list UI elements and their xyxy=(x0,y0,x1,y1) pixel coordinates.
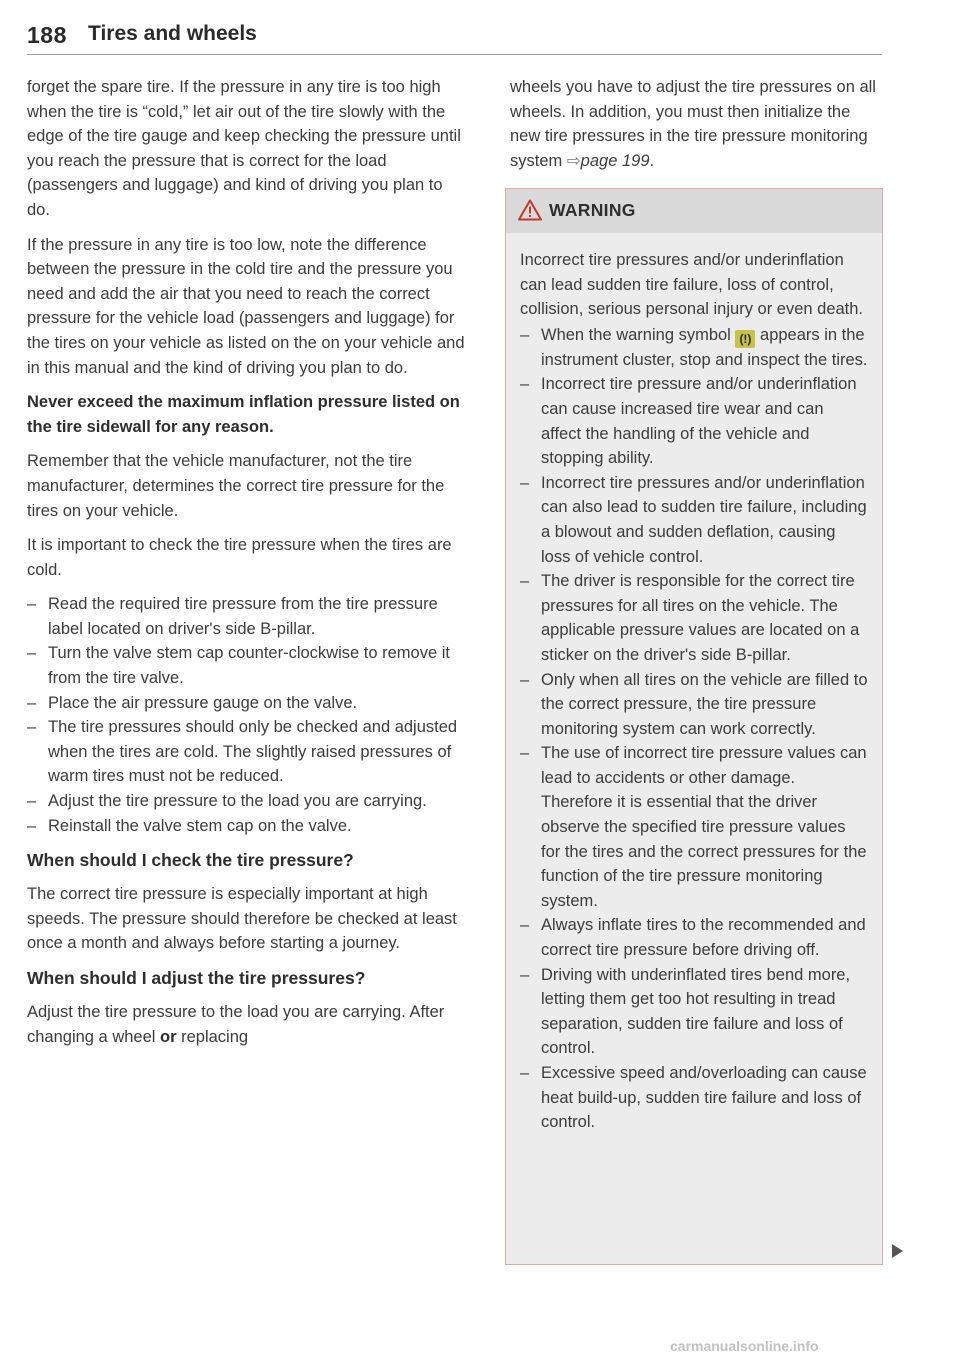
list-item: – Incorrect tire pressure and/or underinflation can cause increased tire wear and can affect the handling of the vehicle and stopping ability. xyxy=(520,372,868,470)
text-run: appears in the instrument cluster, stop and inspect the tires. xyxy=(541,325,868,369)
arrow-right-icon: ⇨ xyxy=(566,151,581,170)
warning-header xyxy=(506,189,882,233)
emphasis-paragraph: Never exceed the maximum inflation pressure listed on the tire sidewall for any reason. xyxy=(27,393,460,436)
list-item: – Place the air pressure gauge on the valve. xyxy=(27,691,467,716)
paragraph: The correct tire pressure is especially important at high speeds. The pressure should therefore be checked at least once a month and always before starting a journey. xyxy=(27,885,457,953)
list-item: – Turn the valve stem cap counter-clockwise to remove it from the tire valve. xyxy=(27,641,467,690)
text-run: When the warning symbol xyxy=(541,325,736,344)
text-run: Adjust the tire pressure to the load you are carrying. After changing a wheel xyxy=(27,1003,445,1046)
paragraph: forget the spare tire. If the pressure in any tire is too high when the tire is “cold,” let air out of the tire slowly with the edge of the tire gauge and keep checking the pressure until you reach the pressure that is correct for the load (passengers and luggage) and kind of driving you plan to do. xyxy=(27,78,461,219)
list-item: – The driver is responsible for the correct tire pressures for all tires on the vehicle. The applicable pressure values are located on a sticker on the driver's side B-pillar. xyxy=(520,569,868,667)
procedure-list xyxy=(27,592,467,838)
list-item: – Always inflate tires to the recommended and correct tire pressure before driving off. xyxy=(520,913,868,962)
tire-pressure-warning-icon: (!) xyxy=(735,330,755,348)
list-item: – Reinstall the valve stem cap on the valve. xyxy=(27,814,467,839)
warning-triangle-icon xyxy=(518,199,542,221)
warning-title: WARNING xyxy=(549,200,636,220)
list-item: – Excessive speed and/overloading can cause heat build-up, sudden tire failure and loss of control. xyxy=(520,1061,868,1135)
warning-body xyxy=(506,233,882,1264)
watermark: carmanualsonline.info xyxy=(670,1338,819,1354)
warning-box xyxy=(505,188,883,1265)
paragraph: It is important to check the tire pressure when the tires are cold. xyxy=(27,536,452,579)
text-run: . xyxy=(649,151,655,170)
paragraph xyxy=(27,1000,467,1049)
left-column xyxy=(27,75,467,1059)
text-run: replacing xyxy=(176,1027,249,1046)
text-run: wheels you have to adjust the tire pressures on all wheels. In addition, you must then initialize the new tire pressures in the tire pressure monitoring system xyxy=(510,78,876,170)
list-item: – Incorrect tire pressures and/or underinflation can also lead to sudden tire failure, including a blowout and sudden deflation, causing loss of vehicle control. xyxy=(520,471,868,569)
right-column xyxy=(510,75,882,183)
list-item: – The use of incorrect tire pressure values can lead to accidents or other damage. Therefore it is essential that the driver observe the specified tire pressure values for the tires and the correct pressures for the function of the tire pressure monitoring system. xyxy=(520,741,868,913)
bold-word: or xyxy=(160,1027,177,1046)
subheading-check: When should I check the tire pressure? xyxy=(27,850,354,871)
list-item xyxy=(520,323,868,373)
subheading-adjust: When should I adjust the tire pressures? xyxy=(27,968,366,988)
list-item: – Adjust the tire pressure to the load you are carrying. xyxy=(27,789,467,814)
section-title: Tires and wheels xyxy=(88,22,257,45)
list-item: – The tire pressures should only be checked and adjusted when the tires are cold. The slightly raised pressures of warm tires must not be reduced. xyxy=(27,715,467,789)
warning-list xyxy=(520,323,868,1135)
list-item: – Driving with underinflated tires bend more, letting them get too hot resulting in tread separation, sudden tire failure and loss of control. xyxy=(520,963,868,1061)
page-number: 188 xyxy=(27,22,67,48)
paragraph xyxy=(510,75,882,173)
paragraph: Remember that the vehicle manufacturer, not the tire manufacturer, determines the correct tire pressure for the tires on your vehicle. xyxy=(27,452,445,520)
list-item: – Only when all tires on the vehicle are filled to the correct pressure, the tire pressure monitoring system can work correctly. xyxy=(520,668,868,742)
warning-intro: Incorrect tire pressures and/or underinflation can lead sudden tire failure, loss of control, collision, serious personal injury or even death. xyxy=(520,251,864,319)
page-header xyxy=(27,14,882,55)
list-item: – Read the required tire pressure from the tire pressure label located on driver's side B-pillar. xyxy=(27,592,467,641)
continue-arrow-icon xyxy=(892,1244,903,1258)
page-reference-link[interactable]: page 199 xyxy=(580,151,650,170)
paragraph: If the pressure in any tire is too low, note the difference between the pressure in the cold tire and the pressure you need and add the air that you need to reach the correct pressure for the vehicle load (passengers and luggage) for the tires on your vehicle as listed on the on your vehicle and in this manual and the kind of driving you plan to do. xyxy=(27,235,465,377)
